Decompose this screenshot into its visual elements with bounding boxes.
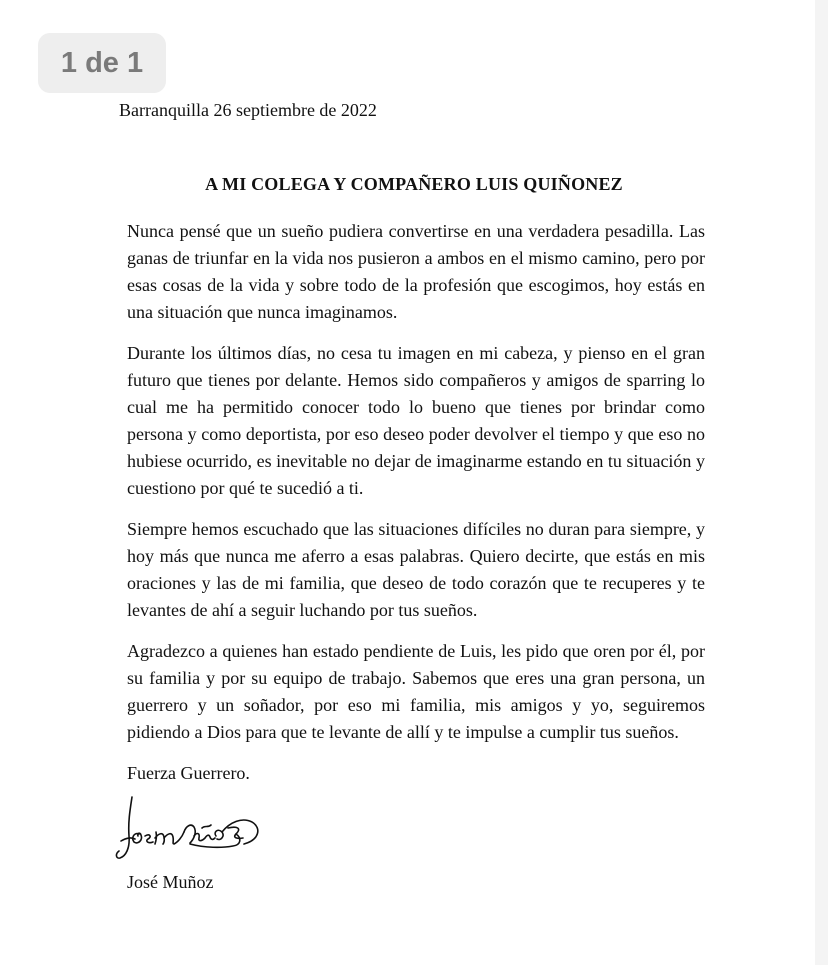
paragraph-4: Agradezco a quienes han estado pendiente de Luis, les pido que oren por él, por su familia y por su equipo de trabajo. Sabemos que eres una gran persona, un guerrero y un soñador, por eso mi familia, mis amigos y yo, seguiremos pidiendo a Dios para que te levante de allí y te impulse a cumplir tus sueños. bbox=[127, 641, 705, 742]
paragraph-3: Siempre hemos escuchado que las situaciones difíciles no duran para siempre, y hoy más que nunca me aferro a esas palabras. Quiero decirte, que estás en mis oraciones y las de mi familia, que deseo de todo corazón que te recuperes y te levantes de ahí a seguir luchando por tus sueños. bbox=[127, 519, 705, 620]
letter-body bbox=[127, 218, 705, 787]
signer-name: José Muñoz bbox=[127, 872, 214, 892]
paragraph-2: Durante los últimos días, no cesa tu imagen en mi cabeza, y pienso en el gran futuro que tienes por delante. Hemos sido compañeros y amigos de sparring lo cual me ha permitido conocer todo lo bueno que tienes por brindar como persona y como deportista, por eso deseo poder devolver el tiempo y que eso no hubiese ocurrido, es inevitable no dejar de imaginarme estando en tu situación y cuestiono por qué te sucedió a ti. bbox=[127, 343, 705, 498]
handwritten-signature bbox=[112, 792, 282, 870]
date-line: Barranquilla 26 septiembre de 2022 bbox=[119, 100, 377, 120]
closing-line: Fuerza Guerrero. bbox=[127, 763, 250, 783]
letter-title: A MI COLEGA Y COMPAÑERO LUIS QUIÑONEZ bbox=[205, 174, 623, 194]
page-counter-badge: 1 de 1 bbox=[38, 33, 166, 93]
paragraph-1: Nunca pensé que un sueño pudiera convertirse en una verdadera pesadilla. Las ganas de triunfar en la vida nos pusieron a ambos en el mismo camino, pero por esas cosas de la vida y sobre todo de la profesión que escogimos, hoy estás en una situación que nunca imaginamos. bbox=[127, 221, 705, 322]
